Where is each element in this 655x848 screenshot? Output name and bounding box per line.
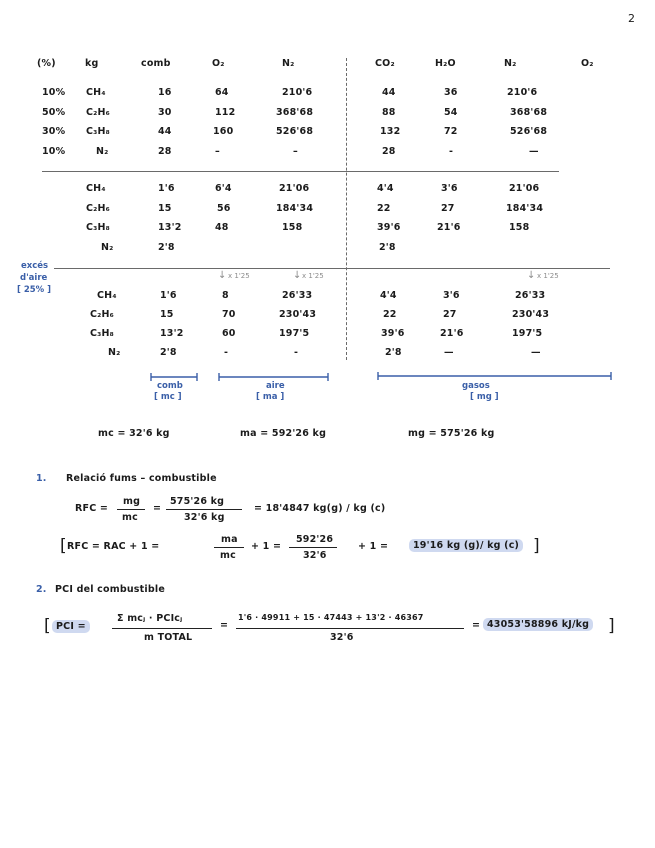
- frac-num: mg: [123, 496, 141, 507]
- header-n2: N₂: [282, 58, 295, 69]
- cell-n2-gas: 184'34: [506, 203, 544, 214]
- equals-sign: =: [220, 620, 229, 631]
- section-number: 1.: [36, 473, 47, 484]
- cell-pct: 10%: [42, 87, 66, 98]
- cell-n2: 526'68: [276, 126, 314, 137]
- cell-h2o: 21'6: [437, 222, 461, 233]
- cell-species: C₂H₆: [86, 107, 111, 118]
- cell-comb: 2'8: [158, 242, 175, 253]
- cell-n2: 230'43: [279, 309, 317, 320]
- cell-n2: 210'6: [282, 87, 313, 98]
- cell-co2: 39'6: [377, 222, 401, 233]
- cell-n2-gas: —: [529, 146, 539, 157]
- plus-one: + 1 =: [358, 541, 389, 552]
- cell-comb: 2'8: [160, 347, 177, 358]
- frac-den: mc: [220, 550, 236, 561]
- comb-unit: [ mc ]: [154, 392, 182, 402]
- cell-comb: 13'2: [160, 328, 184, 339]
- cell-o2: 64: [215, 87, 229, 98]
- down-arrow-icon: ↓: [527, 270, 536, 281]
- excess-line1: excés: [21, 261, 49, 271]
- bracket-open: [: [44, 616, 51, 636]
- cell-co2: 22: [377, 203, 391, 214]
- cell-n2-gas: —: [531, 347, 541, 358]
- down-arrow-icon: ↓: [218, 270, 227, 281]
- excess-line3: [ 25% ]: [17, 285, 52, 295]
- header-h2o: H₂O: [435, 58, 456, 69]
- cell-h2o: 3'6: [443, 290, 460, 301]
- fraction-bar: [112, 628, 212, 629]
- cell-n2-gas: 197'5: [512, 328, 543, 339]
- cell-n2: 158: [282, 222, 303, 233]
- cell-n2: -: [294, 347, 299, 358]
- cell-co2: 132: [380, 126, 401, 137]
- header-comb: comb: [141, 58, 171, 69]
- frac-den: 32'6 kg: [184, 512, 225, 523]
- frac-num: 1'6 · 49911 + 15 · 47443 + 13'2 · 46367: [238, 613, 424, 622]
- equals-sign: =: [153, 503, 162, 514]
- cell-comb: 13'2: [158, 222, 182, 233]
- cell-h2o: 27: [441, 203, 455, 214]
- cell-n2: –: [293, 146, 298, 157]
- section-number: 2.: [36, 584, 47, 595]
- factor-label: x 1'25: [302, 272, 324, 280]
- mass-gas: mg = 575'26 kg: [408, 428, 495, 439]
- cell-species: N₂: [108, 347, 121, 358]
- cell-species: C₂H₆: [90, 309, 115, 320]
- rfc-result: = 18'4847 kg(g) / kg (c): [254, 503, 386, 514]
- cell-h2o: 72: [444, 126, 458, 137]
- cell-o2: 56: [217, 203, 231, 214]
- cell-comb: 16: [158, 87, 172, 98]
- page-number: 2: [628, 12, 635, 25]
- cell-co2: 39'6: [381, 328, 405, 339]
- cell-n2-gas: 526'68: [510, 126, 548, 137]
- fraction-bar: [117, 509, 145, 510]
- cell-comb: 28: [158, 146, 172, 157]
- header-co2: CO₂: [375, 58, 395, 69]
- mass-air: ma = 592'26 kg: [240, 428, 327, 439]
- factor-label: x 1'25: [228, 272, 250, 280]
- pci-label: PCI =: [52, 620, 90, 633]
- cell-co2: 22: [383, 309, 397, 320]
- cell-o2: 60: [222, 328, 236, 339]
- group-brackets: [0, 0, 655, 400]
- cell-o2: 6'4: [215, 183, 232, 194]
- fraction-bar: [236, 628, 464, 629]
- cell-o2: -: [224, 347, 229, 358]
- cell-o2: 112: [215, 107, 236, 118]
- cell-n2-gas: 158: [509, 222, 530, 233]
- fraction-bar: [214, 547, 244, 548]
- excess-line2: d'aire: [20, 273, 48, 283]
- cell-h2o: 27: [443, 309, 457, 320]
- cell-species: N₂: [101, 242, 114, 253]
- cell-n2: 21'06: [279, 183, 310, 194]
- cell-species: CH₄: [86, 183, 106, 194]
- cell-species: CH₄: [97, 290, 117, 301]
- frac-den: mc: [122, 512, 138, 523]
- cell-o2: –: [215, 146, 220, 157]
- fraction-bar: [166, 509, 242, 510]
- cell-n2: 26'33: [282, 290, 313, 301]
- rfc-rac-label: RFC = RAC + 1 =: [67, 541, 160, 552]
- cell-species: N₂: [96, 146, 109, 157]
- frac-den: 32'6: [303, 550, 327, 561]
- cell-comb: 44: [158, 126, 172, 137]
- cell-o2: 70: [222, 309, 236, 320]
- comb-label: comb: [157, 381, 183, 391]
- cell-species: CH₄: [86, 87, 106, 98]
- frac-num: ma: [221, 534, 238, 545]
- bracket-close: ]: [533, 536, 540, 556]
- rfc-label: RFC =: [75, 503, 109, 514]
- cell-co2: 28: [382, 146, 396, 157]
- cell-co2: 88: [382, 107, 396, 118]
- gasos-unit: [ mg ]: [470, 392, 499, 402]
- cell-species: C₂H₆: [86, 203, 111, 214]
- header-kg: kg: [85, 58, 99, 69]
- cell-pct: 30%: [42, 126, 66, 137]
- fraction-bar: [289, 547, 337, 548]
- cell-n2: 368'68: [276, 107, 314, 118]
- aire-unit: [ ma ]: [256, 392, 285, 402]
- cell-species: C₃H₈: [86, 126, 111, 137]
- cell-n2: 184'34: [276, 203, 314, 214]
- down-arrow-icon: ↓: [293, 270, 302, 281]
- gasos-label: gasos: [462, 381, 490, 391]
- cell-co2: 2'8: [379, 242, 396, 253]
- aire-label: aire: [266, 381, 285, 391]
- pci-result: 43053'58896 kJ/kg: [483, 618, 593, 631]
- cell-h2o: -: [449, 146, 454, 157]
- cell-h2o: 36: [444, 87, 458, 98]
- plus-one: + 1 =: [251, 541, 282, 552]
- header-n2-gas: N₂: [504, 58, 517, 69]
- section-title: PCI del combustible: [55, 584, 165, 595]
- cell-h2o: 54: [444, 107, 458, 118]
- cell-co2: 2'8: [385, 347, 402, 358]
- cell-o2: 8: [222, 290, 229, 301]
- frac-den: 32'6: [330, 632, 354, 643]
- cell-species: C₃H₈: [90, 328, 115, 339]
- rfc-highlighted-result: 19'16 kg (g)/ kg (c): [409, 539, 523, 552]
- cell-n2-gas: 26'33: [515, 290, 546, 301]
- cell-pct: 50%: [42, 107, 66, 118]
- header-pct: (%): [37, 58, 56, 69]
- cell-n2-gas: 230'43: [512, 309, 550, 320]
- cell-h2o: 3'6: [441, 183, 458, 194]
- equals-sign: =: [472, 620, 481, 631]
- frac-num: 592'26: [296, 534, 334, 545]
- bracket-close: ]: [608, 616, 615, 636]
- cell-species: C₃H₈: [86, 222, 111, 233]
- factor-label: x 1'25: [537, 272, 559, 280]
- section-title: Relació fums – combustible: [66, 473, 217, 484]
- bracket-open: [: [60, 536, 67, 556]
- header-o2-gas: O₂: [581, 58, 594, 69]
- header-o2: O₂: [212, 58, 225, 69]
- cell-h2o: —: [444, 347, 454, 358]
- cell-pct: 10%: [42, 146, 66, 157]
- cell-co2: 4'4: [380, 290, 397, 301]
- cell-h2o: 21'6: [440, 328, 464, 339]
- frac-den: m TOTAL: [144, 632, 193, 643]
- cell-o2: 48: [215, 222, 229, 233]
- cell-comb: 30: [158, 107, 172, 118]
- cell-n2-gas: 21'06: [509, 183, 540, 194]
- cell-comb: 1'6: [158, 183, 175, 194]
- cell-n2-gas: 210'6: [507, 87, 538, 98]
- cell-comb: 15: [158, 203, 172, 214]
- cell-o2: 160: [213, 126, 234, 137]
- cell-n2-gas: 368'68: [510, 107, 548, 118]
- cell-n2: 197'5: [279, 328, 310, 339]
- cell-comb: 15: [160, 309, 174, 320]
- cell-co2: 44: [382, 87, 396, 98]
- frac-num: 575'26 kg: [170, 496, 225, 507]
- frac-num: Σ mcⱼ · PCIcⱼ: [117, 613, 183, 624]
- cell-co2: 4'4: [377, 183, 394, 194]
- mass-comb: mc = 32'6 kg: [98, 428, 170, 439]
- cell-comb: 1'6: [160, 290, 177, 301]
